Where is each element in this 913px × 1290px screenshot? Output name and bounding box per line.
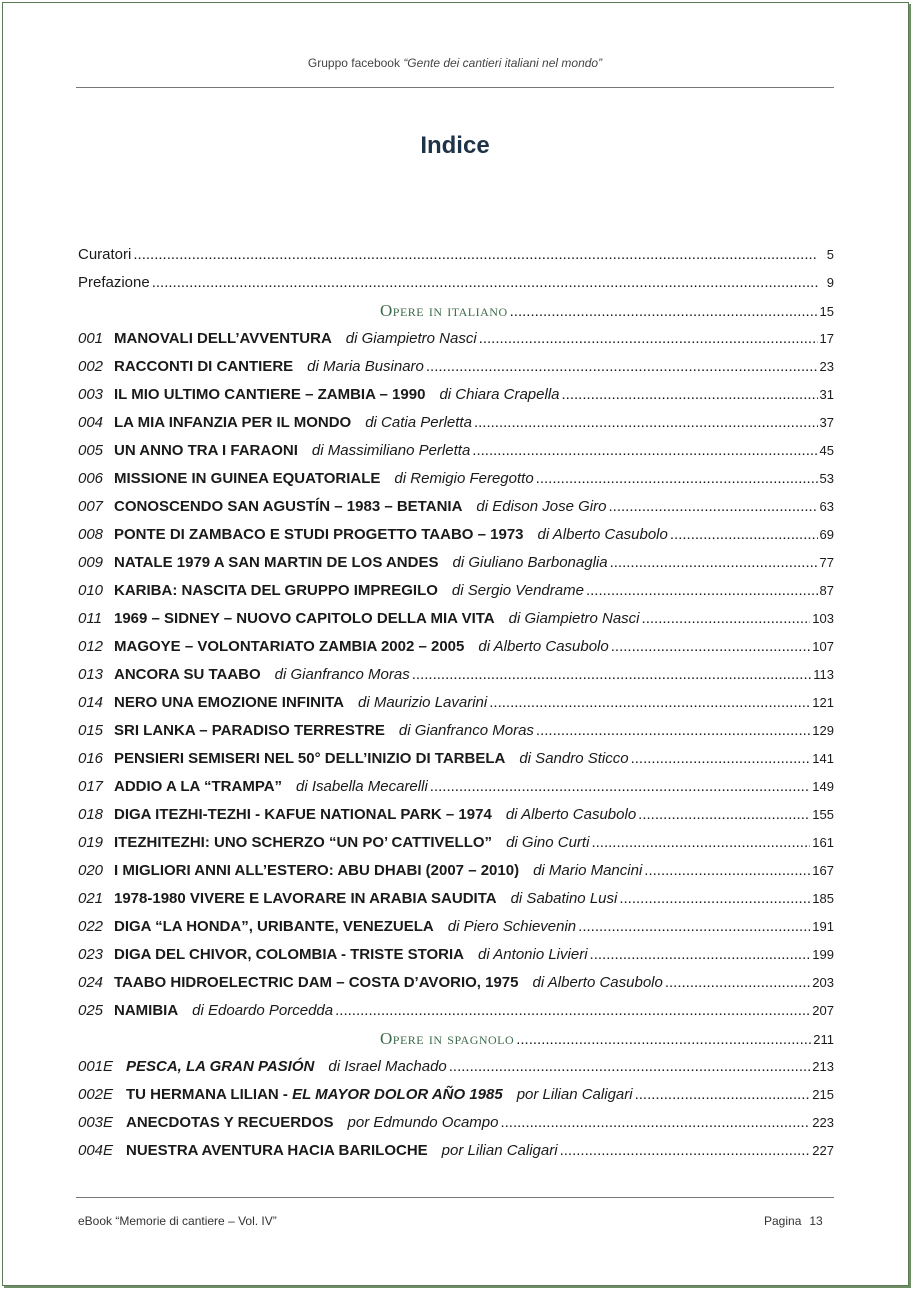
entry-title [114,857,519,885]
page-header [76,56,834,70]
entry-title-text: ANCORA SU TAABO [114,666,261,683]
entry-title-text: PONTE DI ZAMBACO E STUDI PROGETTO TAABO – 1973 [114,526,524,543]
toc-row-curatori[interactable] [78,241,834,269]
toc-page: 15 [819,304,834,319]
toc-leader [635,1081,811,1109]
toc-leader [665,969,810,997]
entry-number: 005 [78,442,104,459]
toc-title: Curatori [78,246,132,263]
entry-page: 69 [819,527,834,542]
header-divider [76,87,834,88]
page-title: Indice [420,132,490,159]
entry-title-text: 1969 – SIDNEY – NUOVO CAPITOLO DELLA MIA VITA [114,610,495,627]
entry-title-text: DIGA “LA HONDA”, URIBANTE, VENEZUELA [114,918,434,935]
spanish-entries [78,1053,834,1165]
entry-author: di Remigio Feregotto [394,470,534,487]
entry-author: di Chiara Crapella [439,386,560,403]
entry-page: 77 [819,555,834,570]
toc-entry[interactable] [78,521,834,549]
toc-leader [608,493,817,521]
entry-title [114,745,505,773]
entry-number: 002 [78,358,104,375]
entry-number: 019 [78,834,104,851]
entry-title [114,773,282,801]
entry-title [126,1137,428,1165]
toc-entry[interactable] [78,829,834,857]
entry-page: 161 [812,835,834,850]
entry-author: di Gianfranco Moras [274,666,410,683]
toc-entry[interactable] [78,997,834,1025]
footer-page [764,1214,823,1228]
entry-title-text: NAMIBIA [114,1002,179,1019]
toc-entry[interactable] [78,689,834,717]
entry-title-text: UN ANNO TRA I FARAONI [114,442,298,459]
entry-author: di Sergio Vendrame [451,582,584,599]
toc-page: 5 [826,247,834,262]
entry-author: di Isabella Mecarelli [296,778,428,795]
toc-leader [412,661,812,689]
toc-page: 9 [826,275,834,290]
toc-entry[interactable] [78,717,834,745]
toc-entry[interactable] [78,661,834,689]
entry-number: 002E [78,1086,114,1103]
entry-page: 113 [813,667,834,682]
entry-author: di Alberto Casubolo [478,638,609,655]
entry-page: 23 [819,359,834,374]
toc-entry[interactable] [78,409,834,437]
entry-title [114,689,344,717]
entry-author: di Antonio Livieri [478,946,588,963]
entry-number: 003 [78,386,104,403]
entry-author: di Catia Perletta [365,414,472,431]
toc-title: Prefazione [78,274,150,291]
entry-page: 227 [812,1143,834,1158]
footer-book-title: eBook “Memorie di cantiere – Vol. IV” [78,1214,277,1228]
entry-number: 020 [78,862,104,879]
toc-entry[interactable] [78,325,834,353]
entry-title [114,801,492,829]
toc-entry[interactable] [78,1137,834,1165]
toc-entry[interactable] [78,493,834,521]
toc-entry[interactable] [78,773,834,801]
entry-page: 103 [812,611,834,626]
entry-number: 017 [78,778,104,795]
toc-leader [590,941,811,969]
footer-page-number: 13 [809,1214,823,1228]
entry-title [114,437,298,465]
entry-title-text: NERO UNA EMOZIONE INFINITA [114,694,344,711]
entry-page: 53 [819,471,834,486]
toc-entry[interactable] [78,549,834,577]
entry-title [114,325,332,353]
entry-page: 45 [819,443,834,458]
entry-title-text: PENSIERI SEMISERI NEL 50° DELL’INIZIO DI TARBELA [114,750,506,767]
entry-number: 006 [78,470,104,487]
entry-title [126,1053,314,1081]
toc-leader [449,1053,811,1081]
toc-leader [638,801,810,829]
entry-page: 207 [812,1003,834,1018]
entry-page: 223 [812,1115,834,1130]
entry-title-italic: EL MAYOR DOLOR AÑO 1985 [292,1086,503,1103]
toc-entry[interactable] [78,605,834,633]
entry-title-text: TAABO HIDROELECTRIC DAM – COSTA D’AVORIO, 1975 [114,974,519,991]
entry-number: 009 [78,554,104,571]
entry-author: por Edmundo Ocampo [347,1114,499,1131]
toc-leader [335,997,810,1025]
entry-page: 185 [812,891,834,906]
entry-title [114,885,497,913]
entry-title-text: ITEZHITEZHI: UNO SCHERZO “UN PO’ CATTIVELLO” [114,834,493,851]
entry-number: 022 [78,918,104,935]
toc-entry[interactable] [78,969,834,997]
toc-leader [133,241,818,269]
toc-leader [516,1026,811,1054]
toc-section-italian[interactable] [78,297,834,325]
toc-leader [642,605,811,633]
entry-title [126,1081,503,1109]
entry-number: 004 [78,414,104,431]
toc-leader [670,521,818,549]
entry-title-text: DIGA ITEZHI-TEZHI - KAFUE NATIONAL PARK – 1974 [114,806,492,823]
entry-page: 149 [812,779,834,794]
entry-page: 107 [812,639,834,654]
entry-title-text: I MIGLIORI ANNI ALL’ESTERO: ABU DHABI (2007 – 2010) [114,862,520,879]
entry-title [114,997,178,1025]
entry-title [114,941,464,969]
toc-row-prefazione[interactable] [78,269,834,297]
toc-entry[interactable] [78,1081,834,1109]
toc-leader [474,409,818,437]
entry-title-text: NATALE 1979 A SAN MARTIN DE LOS ANDES [114,554,439,571]
entry-number: 011 [78,610,102,627]
entry-number: 013 [78,666,104,683]
toc-leader [510,298,818,326]
entry-number: 001E [78,1058,114,1075]
entry-title-text: ANECDOTAS Y RECUERDOS [126,1114,334,1131]
entry-author: di Alberto Casubolo [532,974,663,991]
entry-author: di Giampietro Nasci [345,330,477,347]
entry-number: 008 [78,526,104,543]
entry-page: 213 [812,1059,834,1074]
toc-leader [152,269,818,297]
toc-entry[interactable] [78,381,834,409]
entry-author: di Giuliano Barbonaglia [452,554,608,571]
header-prefix: Gruppo facebook [307,56,404,70]
entry-title [114,409,351,437]
toc-entry[interactable] [78,577,834,605]
entry-page: 129 [812,723,834,738]
entry-author: di Gino Curti [506,834,590,851]
toc-leader [591,829,810,857]
toc-leader [578,913,810,941]
entry-author: por Lilian Caligari [441,1142,558,1159]
entry-number: 015 [78,722,104,739]
entry-author: di Gianfranco Moras [398,722,534,739]
toc-entry[interactable] [78,801,834,829]
entry-page: 199 [812,947,834,962]
toc-entry[interactable] [78,437,834,465]
toc-leader [472,437,817,465]
toc-leader [479,325,818,353]
entry-number: 014 [78,694,104,711]
entry-number: 001 [78,330,104,347]
toc-leader [631,745,811,773]
entry-author: di Israel Machado [328,1058,447,1075]
entry-title [114,521,524,549]
toc-entry[interactable] [78,353,834,381]
entry-title [126,1109,334,1137]
entry-author: di Mario Mancini [533,862,643,879]
entry-number: 003E [78,1114,114,1131]
toc-leader [610,549,818,577]
toc-entry[interactable] [78,857,834,885]
entry-title-text: TU HERMANA LILIAN - [126,1086,293,1103]
toc-entry[interactable] [78,913,834,941]
entry-number: 010 [78,582,104,599]
entry-number: 025 [78,1002,104,1019]
toc-leader [611,633,811,661]
entry-title [114,381,425,409]
table-of-contents [78,241,834,1165]
header-group-name: “Gente dei cantieri italiani nel mondo” [403,56,603,70]
entry-page: 37 [819,415,834,430]
entry-author: di Alberto Casubolo [505,806,637,823]
toc-entry[interactable] [78,465,834,493]
toc-entry[interactable] [78,633,834,661]
entry-page: 141 [812,751,834,766]
entry-page: 121 [812,695,834,710]
entry-author: di Maurizio Lavarini [358,694,488,711]
entry-author: di Maria Businaro [307,358,424,375]
entry-title-text: LA MIA INFANZIA PER IL MONDO [114,414,352,431]
toc-leader [560,1137,811,1165]
entry-title-text: KARIBA: NASCITA DEL GRUPPO IMPREGILO [114,582,438,599]
entry-page: 167 [812,863,834,878]
entry-number: 004E [78,1142,114,1159]
toc-entry[interactable] [78,941,834,969]
toc-leader [644,857,810,885]
footer-divider [76,1197,834,1198]
entry-title-text: DIGA DEL CHIVOR, COLOMBIA - TRISTE STORIA [114,946,465,963]
entry-title-text: CONOSCENDO SAN AGUSTÍN – 1983 – BETANIA [114,498,463,515]
entry-title-text: IL MIO ULTIMO CANTIERE – ZAMBIA – 1990 [114,386,426,403]
entry-title [114,661,261,689]
footer-page-label: Pagina [764,1214,802,1228]
toc-entry[interactable] [78,1053,834,1081]
toc-entry[interactable] [78,885,834,913]
entry-page: 215 [812,1087,834,1102]
entry-number: 021 [78,890,104,907]
section-title: Opere in italiano [380,301,508,320]
entry-page: 63 [819,499,834,514]
entry-author: di Edison Jose Giro [476,498,607,515]
toc-leader [426,353,818,381]
entry-page: 191 [812,919,834,934]
toc-leader [430,773,811,801]
entry-title-text: NUESTRA AVENTURA HACIA BARILOCHE [126,1142,428,1159]
toc-entry[interactable] [78,745,834,773]
entry-title-text: MANOVALI DELL’AVVENTURA [114,330,332,347]
entry-number: 024 [78,974,104,991]
entry-title [114,549,438,577]
entry-title [114,913,434,941]
entry-title-text: 1978-1980 VIVERE E LAVORARE IN ARABIA SAUDITA [114,890,497,907]
toc-entry[interactable] [78,1109,834,1137]
entry-page: 203 [812,975,834,990]
toc-leader [489,689,810,717]
entry-title-italic: PESCA, LA GRAN PASIÓN [126,1058,315,1075]
entry-number: 012 [78,638,104,655]
entry-author: di Edoardo Porcedda [192,1002,334,1019]
entry-author: di Sabatino Lusi [510,890,618,907]
entry-number: 018 [78,806,104,823]
toc-leader [562,381,818,409]
entry-title [114,717,385,745]
entry-title [114,353,293,381]
entry-author: di Sandro Sticco [519,750,629,767]
entry-title [114,633,464,661]
entry-title [114,577,438,605]
entry-title [114,605,495,633]
entry-page: 155 [812,807,834,822]
toc-leader [536,465,818,493]
entry-title [114,493,462,521]
entry-title [114,465,380,493]
entry-title-text: ADDIO A LA “TRAMPA” [114,778,283,795]
section-title: Opere in spagnolo [380,1029,515,1048]
entry-page: 31 [819,387,834,402]
entry-title-text: SRI LANKA – PARADISO TERRESTRE [114,722,385,739]
entry-title-text: RACCONTI DI CANTIERE [114,358,294,375]
entry-page: 87 [819,583,834,598]
toc-section-spanish[interactable] [78,1025,834,1053]
entry-number: 016 [78,750,104,767]
entry-page: 17 [819,331,834,346]
entry-author: por Lilian Caligari [516,1086,633,1103]
entry-number: 023 [78,946,104,963]
entry-number: 007 [78,498,104,515]
toc-leader [536,717,810,745]
entry-title [114,829,492,857]
entry-author: di Giampietro Nasci [508,610,640,627]
toc-leader [619,885,810,913]
toc-leader [500,1109,810,1137]
toc-leader [586,577,818,605]
toc-page: 211 [813,1032,834,1047]
entry-author: di Piero Schievenin [447,918,577,935]
entry-title-text: MAGOYE – VOLONTARIATO ZAMBIA 2002 – 2005 [114,638,465,655]
entry-author: di Alberto Casubolo [537,526,668,543]
entry-title [114,969,518,997]
entry-author: di Massimiliano Perletta [311,442,471,459]
entry-title-text: MISSIONE IN GUINEA EQUATORIALE [114,470,381,487]
italian-entries [78,325,834,1025]
